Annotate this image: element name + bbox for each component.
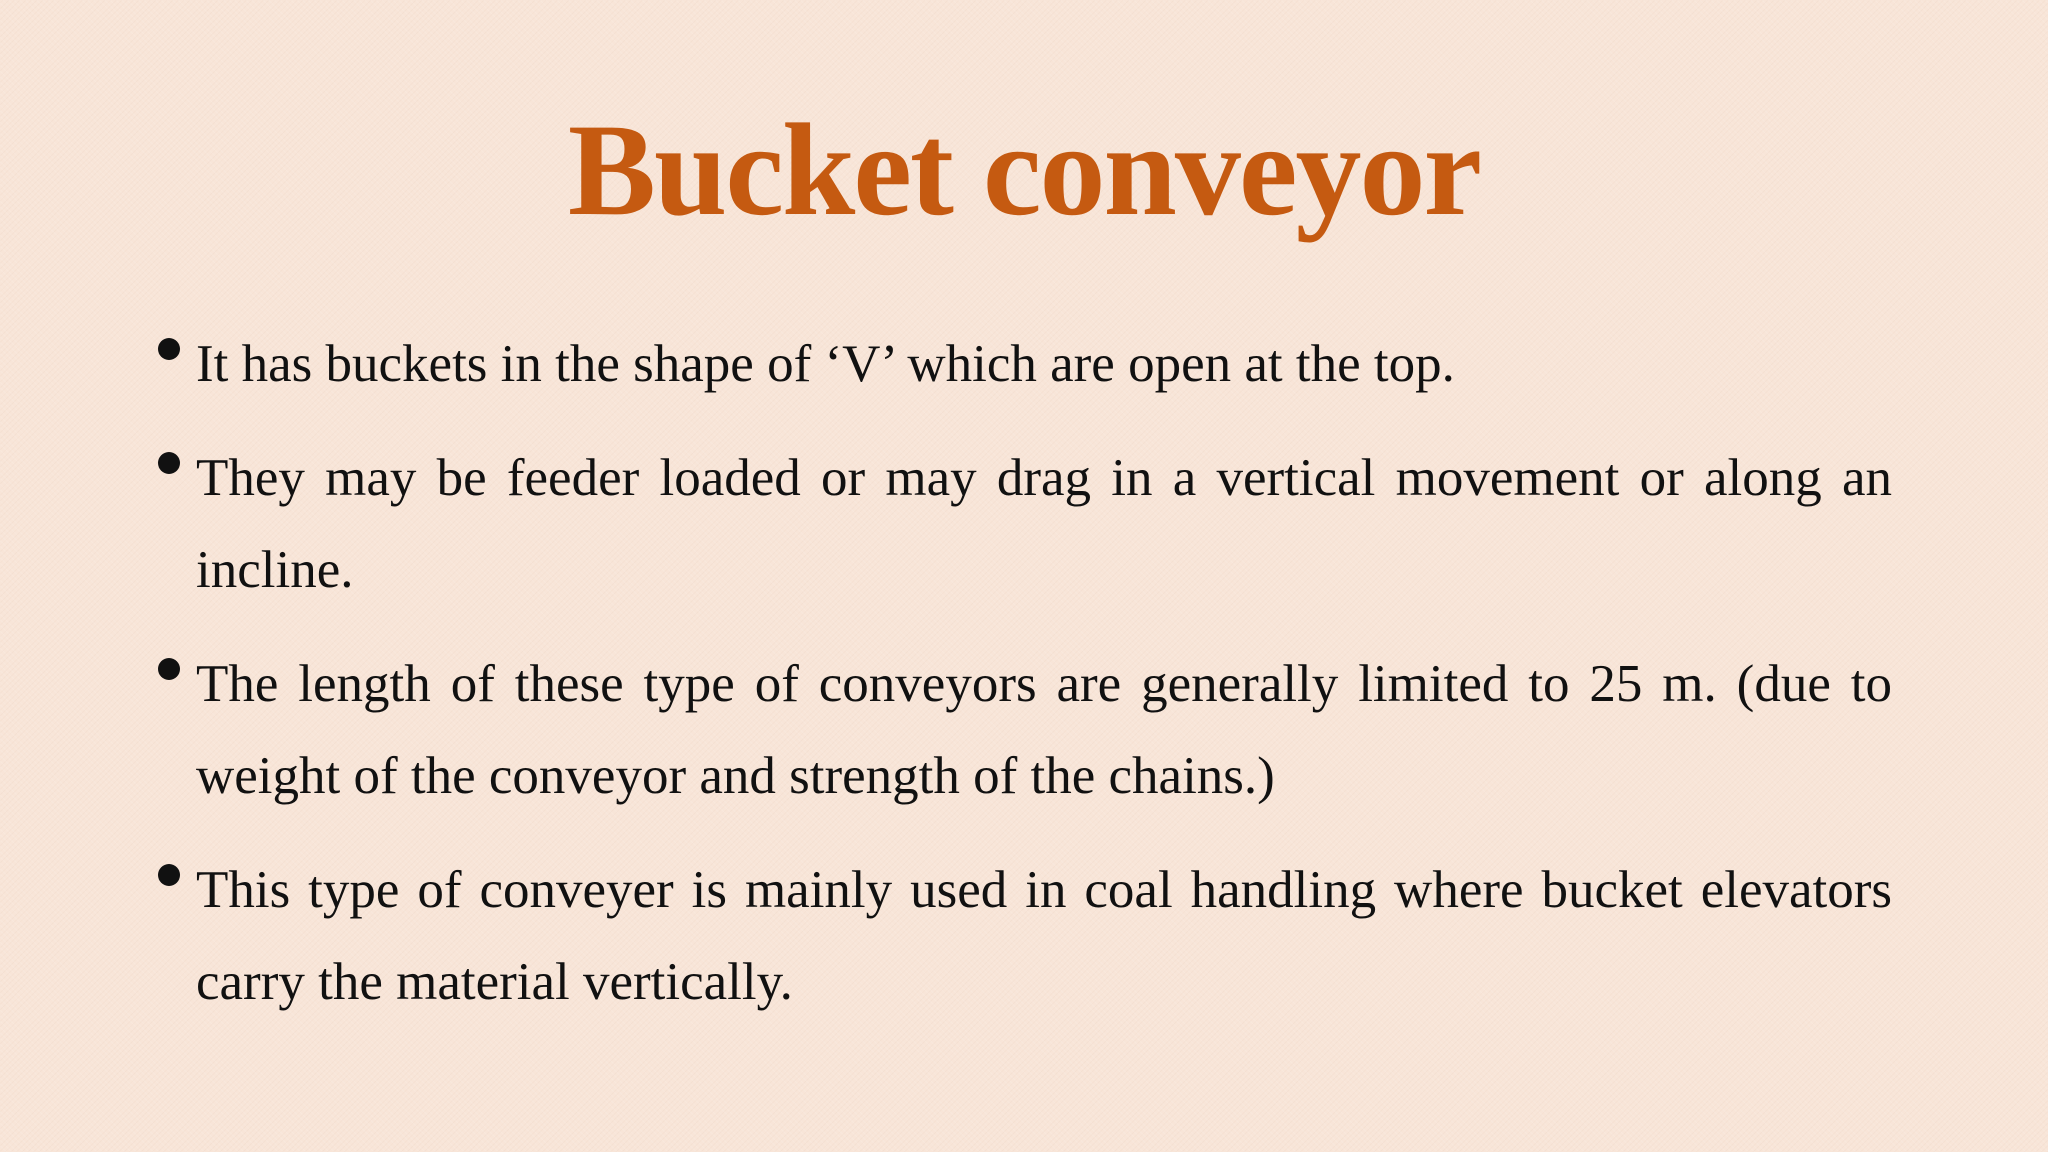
bullet-text: The length of these type of conveyors are generally limited to 25 m. (due to weight of the conveyor and strength of the chains.) <box>196 655 1892 805</box>
bullet-list <box>158 318 1892 1050</box>
bullet-text: They may be feeder loaded or may drag in a vertical movement or along an incline. <box>196 449 1892 599</box>
bullet-dot-icon <box>158 864 180 886</box>
bullet-dot-icon <box>158 658 180 680</box>
slide-title: Bucket conveyor <box>567 96 1481 243</box>
bullet-dot-icon <box>158 338 180 360</box>
bullet-item <box>158 318 1892 410</box>
bullet-text: This type of conveyer is mainly used in coal handling where bucket elevators carry the material vertically. <box>196 861 1892 1011</box>
bullet-text: It has buckets in the shape of ‘V’ which are open at the top. <box>196 335 1455 393</box>
bullet-item <box>158 638 1892 822</box>
bullet-item <box>158 844 1892 1028</box>
bullet-item <box>158 432 1892 616</box>
bullet-dot-icon <box>158 452 180 474</box>
